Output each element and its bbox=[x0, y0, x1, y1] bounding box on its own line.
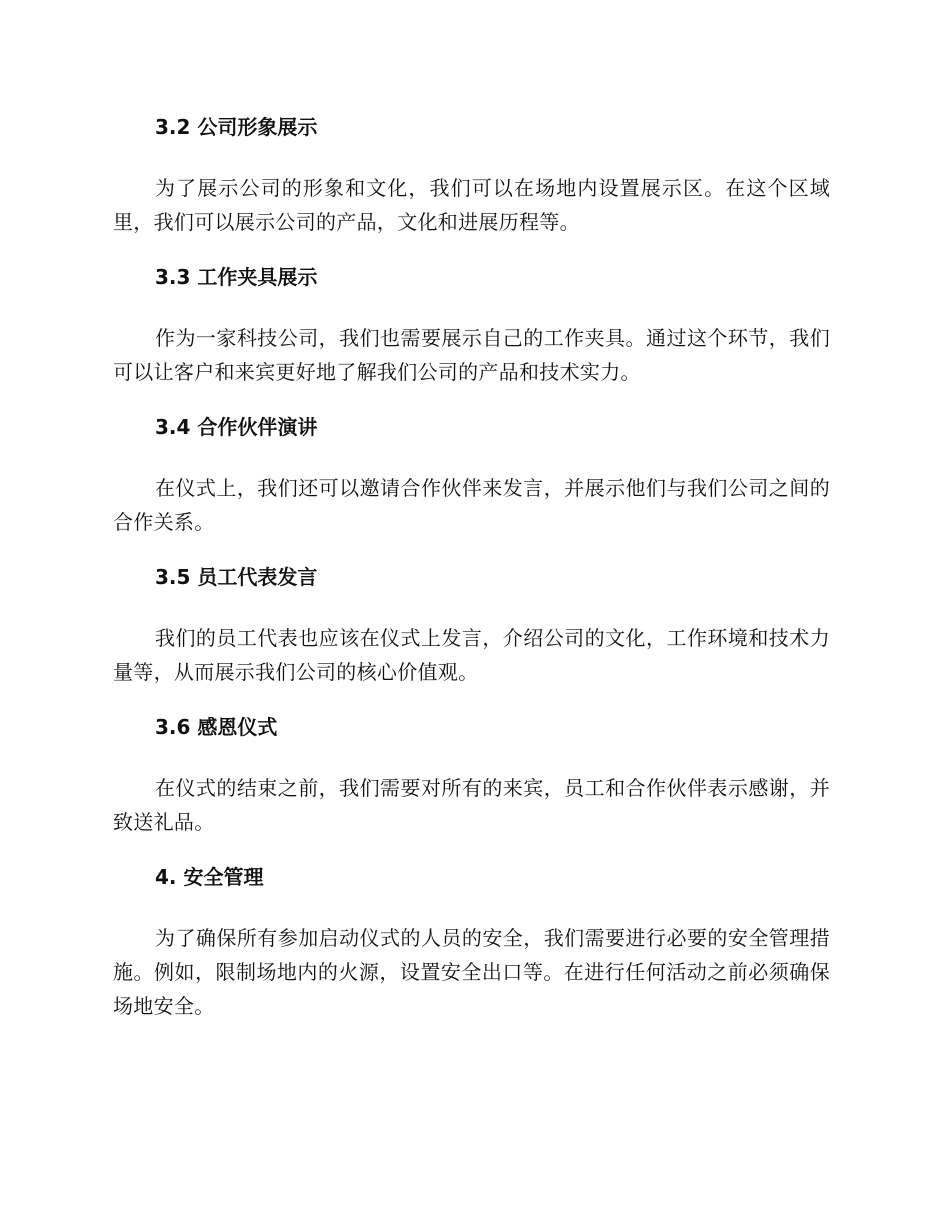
section-body: 为了展示公司的形象和文化，我们可以在场地内设置展示区。在这个区域里，我们可以展示公司的产品，文化和进展历程等。 bbox=[113, 176, 830, 234]
section-body: 在仪式上，我们还可以邀请合作伙伴来发言，并展示他们与我们公司之间的合作关系。 bbox=[113, 476, 830, 534]
section-3-2 bbox=[113, 113, 830, 239]
section-heading: 3.4 合作伙伴演讲 bbox=[155, 415, 318, 439]
section-heading: 3.3 工作夹具展示 bbox=[155, 265, 318, 289]
section-3-5 bbox=[113, 563, 830, 689]
section-body: 在仪式的结束之前，我们需要对所有的来宾，员工和合作伙伴表示感谢，并致送礼品。 bbox=[113, 776, 830, 834]
section-3-6 bbox=[113, 713, 830, 839]
section-heading: 3.5 员工代表发言 bbox=[155, 565, 318, 589]
section-heading: 3.2 公司形象展示 bbox=[155, 115, 318, 139]
section-body: 我们的员工代表也应该在仪式上发言，介绍公司的文化，工作环境和技术力量等，从而展示我们公司的核心价值观。 bbox=[113, 626, 830, 684]
section-3-3 bbox=[113, 263, 830, 389]
section-body: 作为一家科技公司，我们也需要展示自己的工作夹具。通过这个环节，我们可以让客户和来宾更好地了解我们公司的产品和技术实力。 bbox=[113, 326, 830, 384]
section-body: 为了确保所有参加启动仪式的人员的安全，我们需要进行必要的安全管理措施。例如，限制场地内的火源，设置安全出口等。在进行任何活动之前必须确保场地安全。 bbox=[113, 926, 830, 1018]
section-heading: 3.6 感恩仪式 bbox=[155, 715, 278, 739]
section-4 bbox=[113, 863, 830, 1023]
section-3-4 bbox=[113, 413, 830, 539]
section-heading: 4. 安全管理 bbox=[155, 865, 264, 889]
